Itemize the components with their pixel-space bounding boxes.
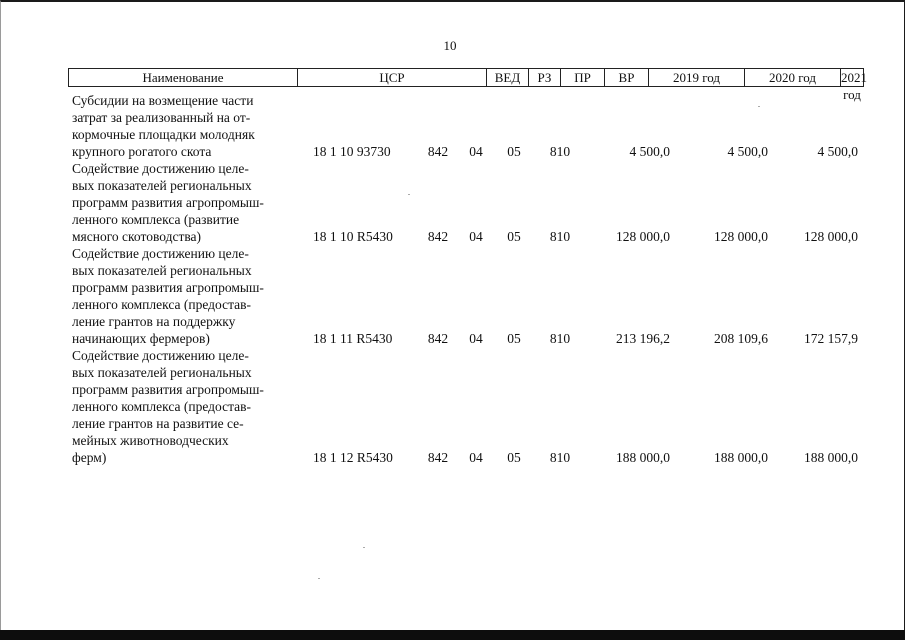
cell-2019: 128 000,0: [616, 229, 670, 244]
header-csr: ЦСР: [298, 69, 487, 86]
cell-2020: 4 500,0: [727, 144, 768, 159]
cell-2019: 4 500,0: [629, 144, 670, 159]
row-name-line: мясного скотоводства): [72, 229, 202, 244]
row-name-line: крупного рогатого скота: [72, 144, 212, 159]
row-name-line: Содействие достижению целе-: [72, 348, 249, 363]
header-name: Наименование: [69, 69, 298, 86]
row-name-line: вых показателей региональных: [72, 365, 252, 380]
scan-speck: [408, 194, 410, 195]
cell-ved: 842: [427, 144, 449, 159]
scan-speck: [758, 106, 760, 107]
cell-rz: 04: [469, 229, 483, 244]
row-name-line: Содействие достижению целе-: [72, 161, 249, 176]
cell-csr: 18 1 10 93730: [313, 144, 391, 159]
row-name-line: ленного комплекса (предостав-: [72, 399, 252, 414]
cell-pr: 05: [507, 331, 521, 346]
row-name-line: ферм): [72, 450, 107, 465]
cell-pr: 05: [507, 229, 521, 244]
cell-ved: 842: [427, 331, 449, 346]
cell-2020: 128 000,0: [714, 229, 768, 244]
row-name-line: вых показателей региональных: [72, 263, 252, 278]
cell-2020: 188 000,0: [714, 450, 768, 465]
cell-csr: 18 1 10 R5430: [313, 229, 393, 244]
page-number: 10: [443, 38, 457, 53]
row-name-line: программ развития агропромыш-: [72, 382, 264, 397]
row-name-line: начинающих фермеров): [72, 331, 210, 346]
cell-2020: 208 109,6: [714, 331, 768, 346]
cell-vr: 810: [549, 144, 571, 159]
cell-2021: 4 500,0: [817, 144, 858, 159]
cell-ved: 842: [427, 229, 449, 244]
cell-pr: 05: [507, 450, 521, 465]
cell-2021: 172 157,9: [804, 331, 858, 346]
row-name: [72, 347, 302, 466]
cell-rz: 04: [469, 331, 483, 346]
cell-ved: 842: [427, 450, 449, 465]
cell-vr: 810: [549, 450, 571, 465]
row-name-line: программ развития агропромыш-: [72, 280, 264, 295]
row-name-line: кормочные площадки молодняк: [72, 127, 255, 142]
cell-2021: 188 000,0: [804, 450, 858, 465]
scan-bottom-edge: [0, 630, 905, 640]
row-name-line: Содействие достижению целе-: [72, 246, 249, 261]
cell-2019: 188 000,0: [616, 450, 670, 465]
header-2021: 2021 год: [841, 70, 867, 102]
cell-rz: 04: [469, 144, 483, 159]
cell-csr: 18 1 11 R5430: [313, 331, 393, 346]
row-name: [72, 245, 302, 347]
cell-csr: 18 1 12 R5430: [313, 450, 393, 465]
scan-speck: [363, 547, 365, 548]
row-name-line: ление грантов на развитие се-: [72, 416, 244, 431]
header-vr: ВР: [605, 69, 649, 86]
row-name-line: мейных животноводческих: [72, 433, 229, 448]
cell-rz: 04: [469, 450, 483, 465]
header-pr: ПР: [561, 69, 605, 86]
row-name-line: программ развития агропромыш-: [72, 195, 264, 210]
cell-pr: 05: [507, 144, 521, 159]
row-name-line: ленного комплекса (развитие: [72, 212, 240, 227]
header-2020: 2020 год: [745, 69, 841, 86]
header-ved: ВЕД: [487, 69, 529, 86]
row-name: [72, 160, 302, 245]
row-name-line: ленного комплекса (предостав-: [72, 297, 252, 312]
cell-vr: 810: [549, 331, 571, 346]
row-name-line: ление грантов на поддержку: [72, 314, 236, 329]
row-name-line: Субсидии на возмещение части: [72, 93, 254, 108]
header-rz: РЗ: [529, 69, 561, 86]
header-2019: 2019 год: [649, 69, 745, 86]
cell-2019: 213 196,2: [616, 331, 670, 346]
scan-speck: [318, 578, 320, 579]
row-name-line: затрат за реализованный на от-: [72, 110, 251, 125]
row-name-line: вых показателей региональных: [72, 178, 252, 193]
row-name: [72, 92, 302, 160]
cell-vr: 810: [549, 229, 571, 244]
cell-2021: 128 000,0: [804, 229, 858, 244]
